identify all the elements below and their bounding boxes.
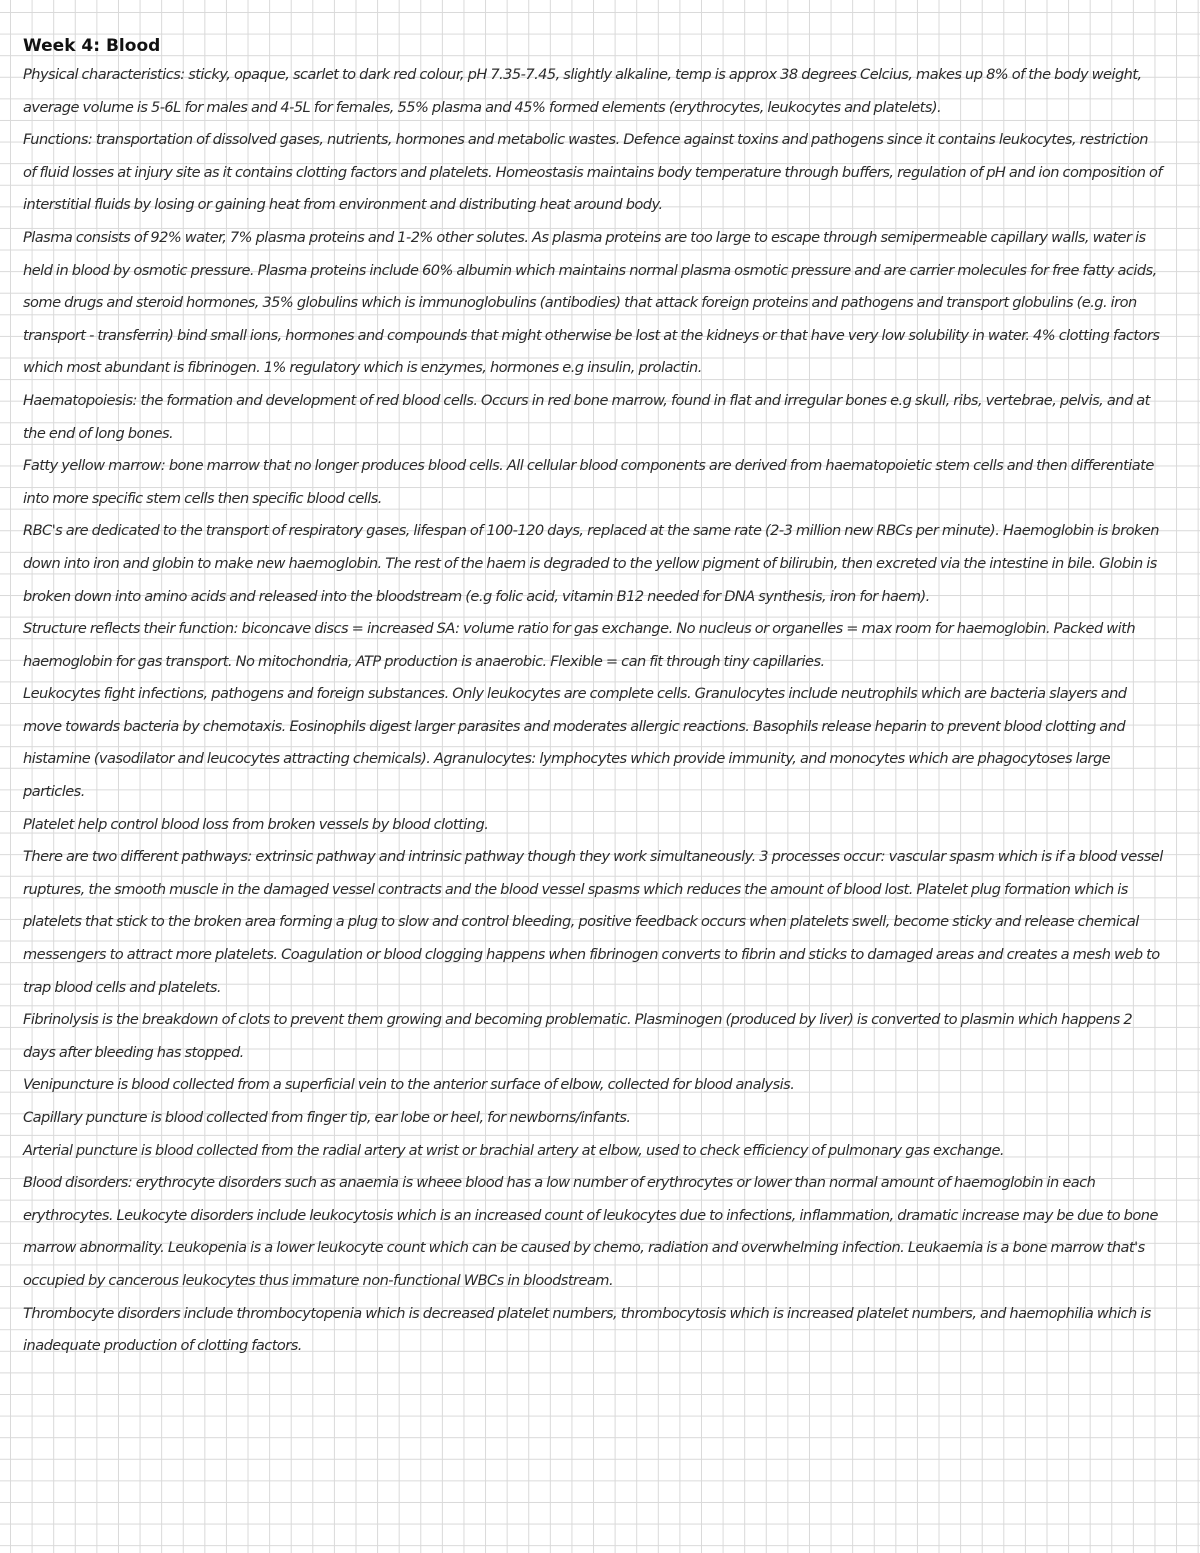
paragraph-fibrinolysis: Fibrinolysis is the breakdown of clots to prevent them growing and becoming problematic. Plasminogen (produced by liver) is converted to plasmin which happens 2 days after bleeding has stopped. xyxy=(23,1011,1133,1061)
paragraph-functions: Functions: transportation of dissolved gases, nutrients, hormones and metabolic wastes. Defence against toxins and pathogens since it contains leukocytes, restriction of fluid losses at injury site as it contains clotting factors and platelets. Homeostasis maintains body temperature through buffers, regulation of pH and ion composition of interstitial fluids by losing or gaining heat from environment and distributing heat around body. xyxy=(23,131,1162,214)
paragraph-leukocytes: Leukocytes fight infections, pathogens and foreign substances. Only leukocytes are complete cells. Granulocytes include neutrophils which are bacteria slayers and move towards bacteria by chemotaxis. Eosinophils digest larger parasites and moderates allergic reactions. Basophils release heparin to prevent blood clotting and histamine (vasodilator and leucocytes attracting chemicals). Agranulocytes: lymphocytes which provide immunity, and monocytes which are phagocytoses large particles. xyxy=(23,685,1127,801)
paragraph-rbc: RBC's are dedicated to the transport of respiratory gases, lifespan of 100-120 days, replaced at the same rate (2-3 million new RBCs per minute). Haemoglobin is broken down into iron and globin to make new haemoglobin. The rest of the haem is degraded to the yellow pigment of bilirubin, then excreted via the intestine in bile. Globin is broken down into amino acids and released into the bloodstream (e.g folic acid, vitamin B12 needed for DNA synthesis, iron for haem). xyxy=(23,522,1159,605)
page-title: Week 4: Blood xyxy=(23,36,161,56)
paragraph-venipuncture: Venipuncture is blood collected from a superficial vein to the anterior surface of elbow, collected for blood analysis. xyxy=(23,1076,795,1094)
paragraph-plasma: Plasma consists of 92% water, 7% plasma proteins and 1-2% other solutes. As plasma proteins are too large to escape through semipermeable capillary walls, water is held in blood by osmotic pressure. Plasma proteins include 60% albumin which maintains normal plasma osmotic pressure and are carrier molecules for free fatty acids, some drugs and steroid hormones, 35% globulins which is immunoglobulins (antibodies) that attack foreign proteins and pathogens and transport globulins (e.g. iron transport - transferrin) bind small ions, hormones and compounds that might otherwise be lost at the kidneys or that have very low solubility in water. 4% clotting factors which most abundant is fibrinogen. 1% regulatory which is enzymes, hormones e.g insulin, prolactin. xyxy=(23,228,1160,377)
paragraph-clotting-pathways: There are two different pathways: extrinsic pathway and intrinsic pathway though they work simultaneously. 3 processes occur: vascular spasm which is if a blood vessel ruptures, the smooth muscle in the damaged vessel contracts and the blood vessel spasms which reduces the amount of blood lost. Platelet plug formation which is platelets that stick to the broken area forming a plug to slow and control bleeding, positive feedback occurs when platelets swell, become sticky and release chemical messengers to attract more platelets. Coagulation or blood clogging happens when fibrinogen converts to fibrin and sticks to damaged areas and creates a mesh web to trap blood cells and platelets. xyxy=(23,848,1163,996)
paragraph-rbc-structure: Structure reflects their function: biconcave discs = increased SA: volume ratio for gas exchange. No nucleus or organelles = max room for haemoglobin. Packed with haemoglobin for gas transport. No mitochondria, ATP production is anaerobic. Flexible = can fit through tiny capillaries. xyxy=(23,620,1136,670)
notes-page xyxy=(23,33,1163,1363)
paragraph-physical-characteristics: Physical characteristics: sticky, opaque, scarlet to dark red colour, pH 7.35-7.45, slightly alkaline, temp is approx 38 degrees Celcius, makes up 8% of the body weight, average volume is 5-6L for males and 4-5L for females, 55% plasma and 45% formed elements (erythrocytes, leukocytes and platelets). xyxy=(23,66,1142,116)
paragraph-platelets: Platelet help control blood loss from broken vessels by blood clotting. xyxy=(23,815,489,833)
paragraph-capillary-puncture: Capillary puncture is blood collected from finger tip, ear lobe or heel, for newborns/infants. xyxy=(23,1109,631,1126)
paragraph-blood-disorders: Blood disorders: erythrocyte disorders such as anaemia is wheee blood has a low number of erythrocytes or lower than normal amount of haemoglobin in each erythrocytes. Leukocyte disorders include leukocytosis which is an increased count of leukocytes due to infections, inflammation, dramatic increase may be due to bone marrow abnormality. Leukopenia is a lower leukocyte count which can be caused by chemo, radiation and overwhelming infection. Leukaemia is a bone marrow that's occupied by cancerous leukocytes thus immature non-functional WBCs in bloodstream. xyxy=(23,1174,1158,1289)
paragraph-haematopoiesis: Haematopoiesis: the formation and development of red blood cells. Occurs in red bone marrow, found in flat and irregular bones e.g skull, ribs, vertebrae, pelvis, and at the end of long bones. xyxy=(23,391,1150,442)
paragraph-thrombocyte-disorders: Thrombocyte disorders include thrombocytopenia which is decreased platelet numbers, thrombocytosis which is increased platelet numbers, and haemophilia which is inadequate production of clotting factors. xyxy=(23,1304,1151,1355)
paragraph-yellow-marrow: Fatty yellow marrow: bone marrow that no longer produces blood cells. All cellular blood components are derived from haematopoietic stem cells and then differentiate into more specific stem cells then specific blood cells. xyxy=(23,457,1154,507)
paragraph-arterial-puncture: Arterial puncture is blood collected from the radial artery at wrist or brachial artery at elbow, used to check efficiency of pulmonary gas exchange. xyxy=(23,1141,1004,1159)
